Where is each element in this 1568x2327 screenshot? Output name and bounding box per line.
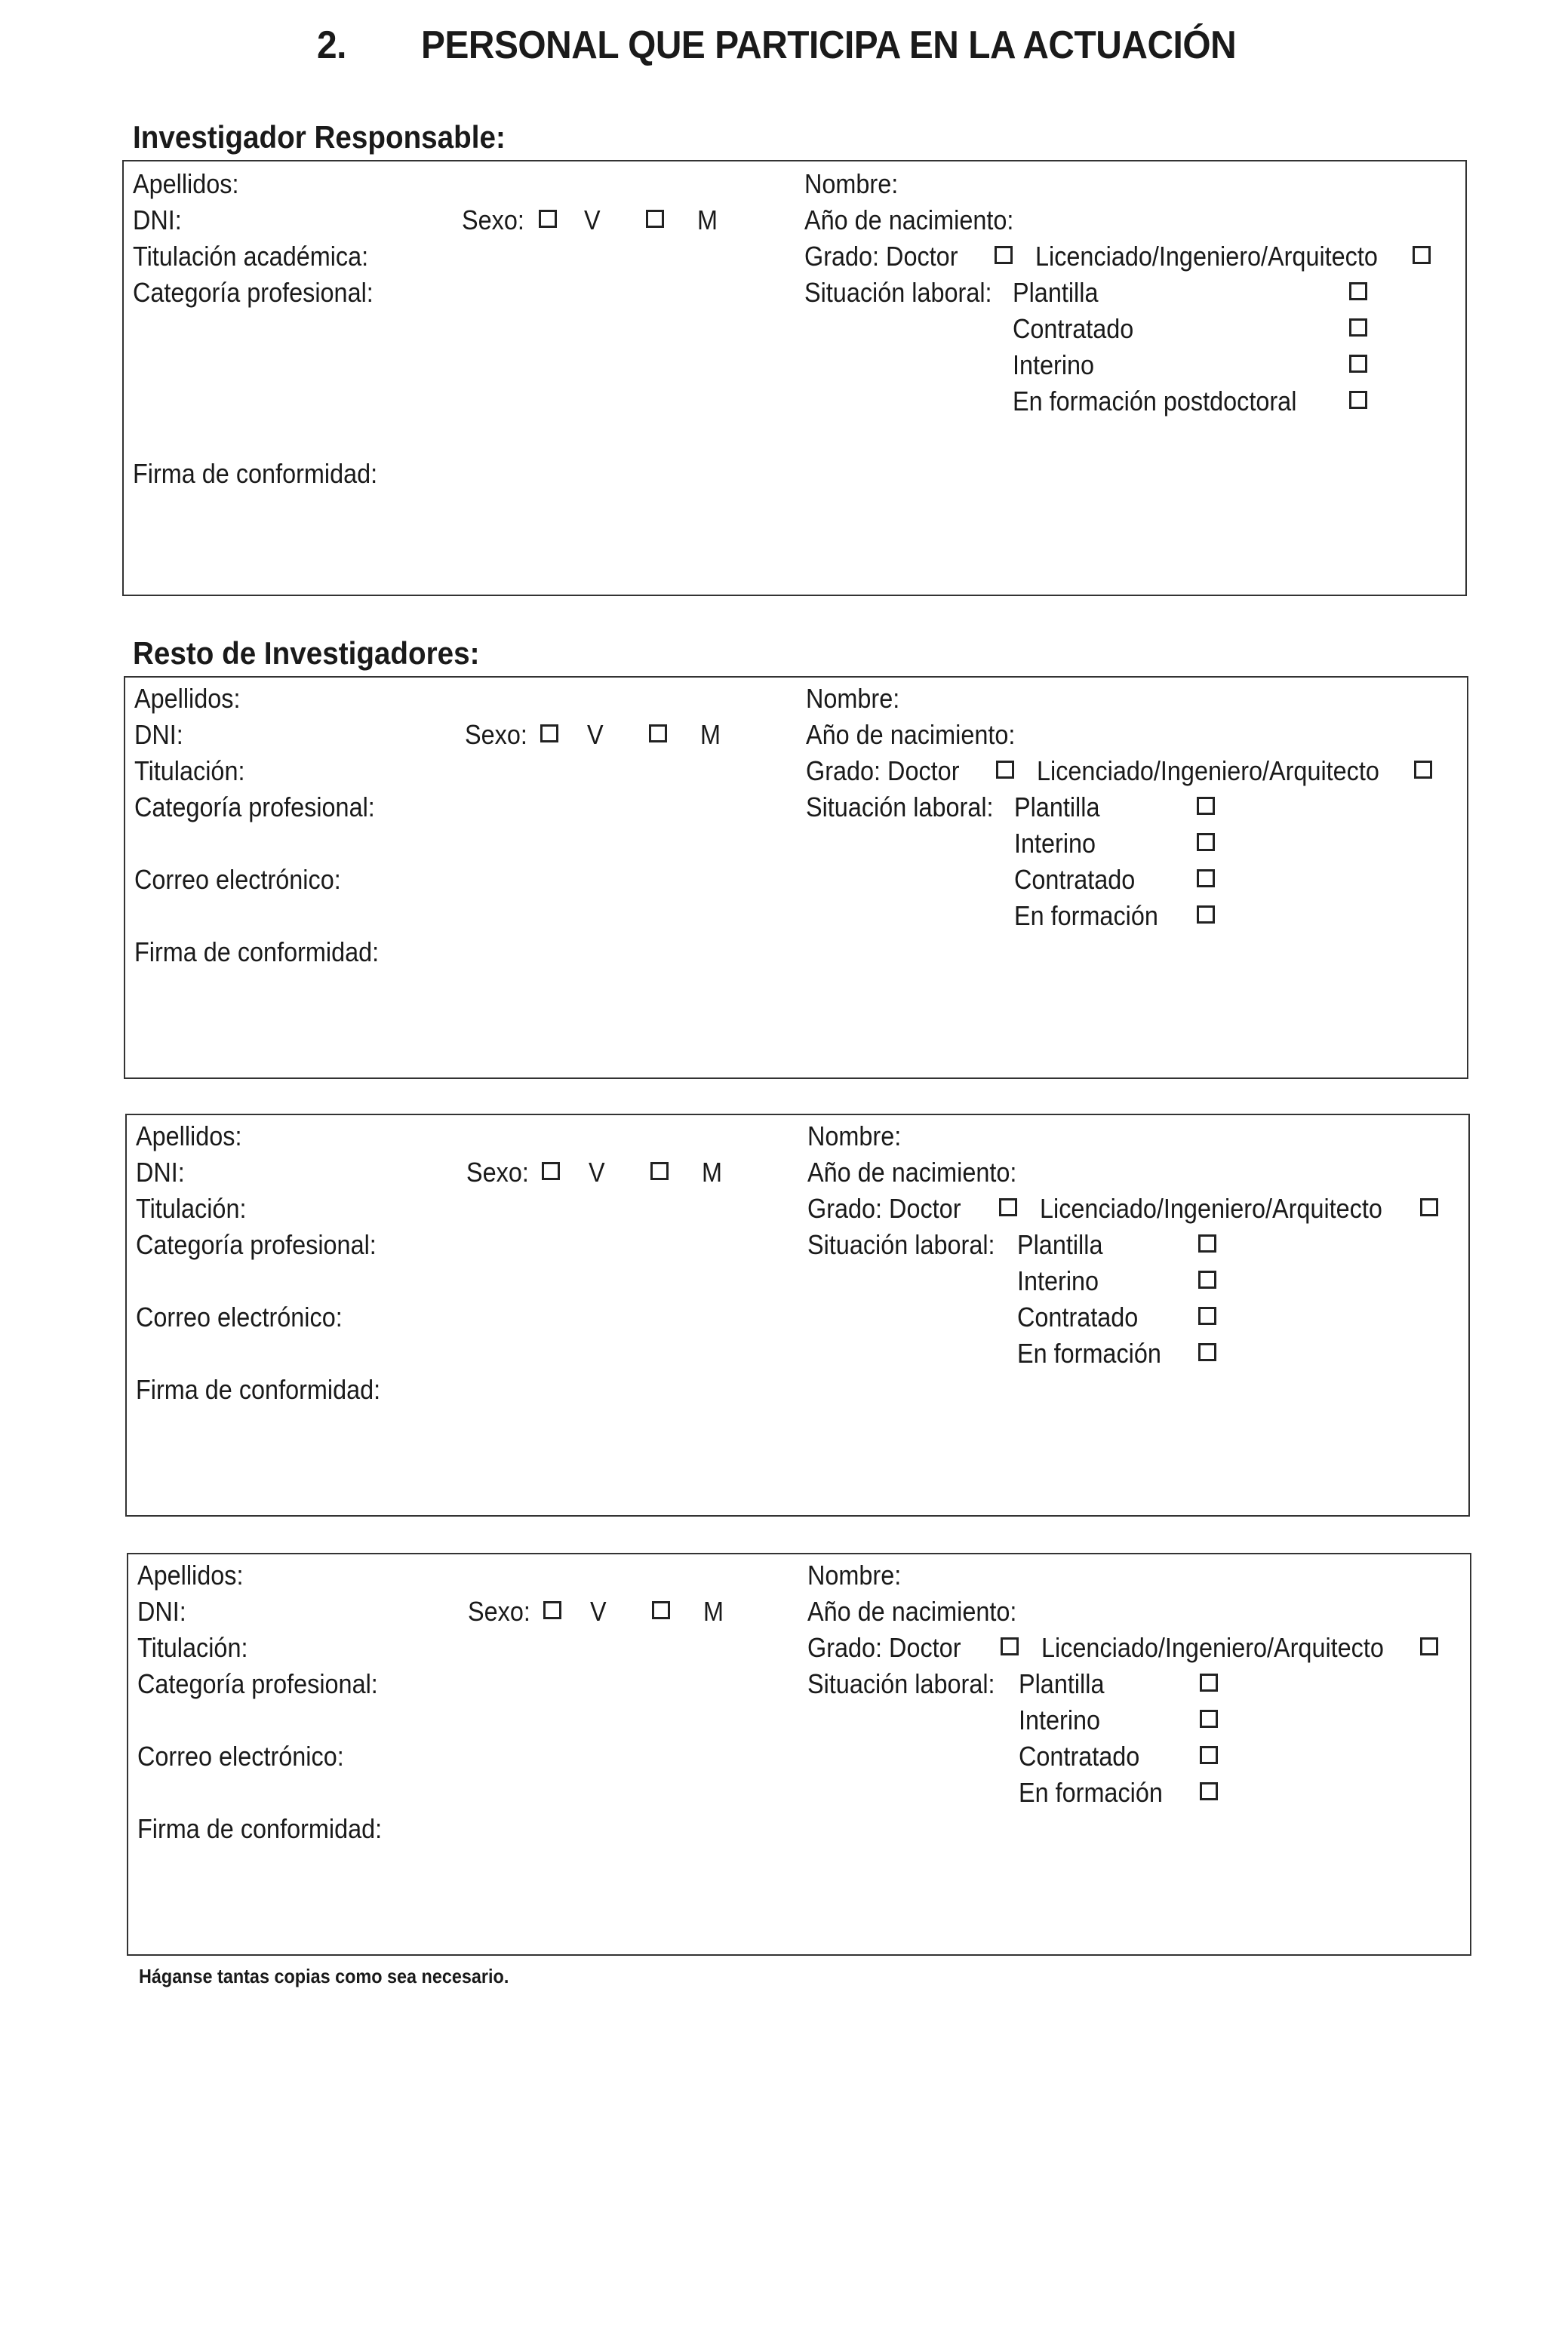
- situacion-option-label: Interino: [1017, 1265, 1099, 1296]
- titulacion-label: Titulación académica:: [133, 241, 369, 272]
- sexo-m-checkbox[interactable]: [652, 1601, 670, 1619]
- section-title: PERSONAL QUE PARTICIPA EN LA ACTUACIÓN: [421, 23, 1237, 67]
- situacion-option-label: Contratado: [1019, 1741, 1140, 1772]
- sexo-label: Sexo:: [468, 1596, 530, 1627]
- sexo-m-label: M: [702, 1157, 722, 1188]
- situacion-option-checkbox[interactable]: [1198, 1271, 1216, 1289]
- situacion-option-checkbox[interactable]: [1200, 1782, 1218, 1800]
- situacion-option-checkbox[interactable]: [1198, 1343, 1216, 1361]
- nombre-label: Nombre:: [807, 1120, 902, 1151]
- grado-doctor-checkbox[interactable]: [996, 761, 1014, 779]
- correo-label: Correo electrónico:: [134, 864, 341, 895]
- situacion-option-checkbox[interactable]: [1197, 833, 1215, 851]
- anio-nacimiento-label: Año de nacimiento:: [804, 204, 1014, 235]
- sexo-label: Sexo:: [465, 719, 527, 750]
- section-number: 2.: [317, 23, 346, 67]
- resto-investigadores-heading: Resto de Investigadores:: [133, 635, 480, 671]
- sexo-m-label: M: [697, 204, 718, 235]
- situacion-laboral-label: Situación laboral:: [806, 792, 994, 822]
- investigador-responsable-form: [122, 160, 1467, 596]
- nombre-label: Nombre:: [806, 683, 900, 714]
- grado-licenciado-label: Licenciado/Ingeniero/Arquitecto: [1040, 1193, 1382, 1224]
- sexo-m-label: M: [700, 719, 721, 750]
- grado-licenciado-label: Licenciado/Ingeniero/Arquitecto: [1041, 1632, 1384, 1663]
- situacion-option-label: En formación postdoctoral: [1013, 386, 1297, 417]
- situacion-option-label: Interino: [1013, 349, 1095, 380]
- anio-nacimiento-label: Año de nacimiento:: [806, 719, 1016, 750]
- situacion-option-checkbox[interactable]: [1197, 797, 1215, 815]
- sexo-v-label: V: [589, 1157, 605, 1188]
- situacion-option-label: En formación: [1019, 1777, 1163, 1808]
- situacion-option-label: Plantilla: [1014, 792, 1100, 822]
- anio-nacimiento-label: Año de nacimiento:: [807, 1157, 1017, 1188]
- apellidos-label: Apellidos:: [133, 168, 239, 199]
- situacion-option-label: En formación: [1014, 900, 1158, 931]
- sexo-label: Sexo:: [462, 204, 524, 235]
- situacion-option-checkbox[interactable]: [1349, 318, 1367, 337]
- situacion-option-label: Contratado: [1014, 864, 1136, 895]
- apellidos-label: Apellidos:: [134, 683, 241, 714]
- situacion-option-checkbox[interactable]: [1200, 1710, 1218, 1728]
- dni-label: DNI:: [136, 1157, 185, 1188]
- situacion-option-label: Interino: [1014, 828, 1096, 859]
- grado-doctor-checkbox[interactable]: [1001, 1637, 1019, 1655]
- firma-label: Firma de conformidad:: [133, 458, 378, 489]
- situacion-laboral-label: Situación laboral:: [807, 1668, 995, 1699]
- titulacion-label: Titulación:: [136, 1193, 247, 1224]
- dni-label: DNI:: [133, 204, 182, 235]
- apellidos-label: Apellidos:: [136, 1120, 242, 1151]
- situacion-option-label: Plantilla: [1013, 277, 1099, 308]
- correo-label: Correo electrónico:: [137, 1741, 344, 1772]
- anio-nacimiento-label: Año de nacimiento:: [807, 1596, 1017, 1627]
- sexo-v-label: V: [587, 719, 604, 750]
- sexo-v-checkbox[interactable]: [539, 210, 557, 228]
- grado-licenciado-checkbox[interactable]: [1413, 246, 1431, 264]
- situacion-option-checkbox[interactable]: [1200, 1746, 1218, 1764]
- sexo-v-label: V: [590, 1596, 607, 1627]
- situacion-option-checkbox[interactable]: [1200, 1674, 1218, 1692]
- nombre-label: Nombre:: [804, 168, 899, 199]
- grado-licenciado-label: Licenciado/Ingeniero/Arquitecto: [1037, 755, 1379, 786]
- copies-note: Háganse tantas copias como sea necesario.: [139, 1965, 509, 1987]
- situacion-option-label: Contratado: [1013, 313, 1134, 344]
- grado-doctor-checkbox[interactable]: [995, 246, 1013, 264]
- grado-licenciado-checkbox[interactable]: [1420, 1637, 1438, 1655]
- firma-label: Firma de conformidad:: [134, 936, 380, 967]
- grado-licenciado-checkbox[interactable]: [1414, 761, 1432, 779]
- sexo-v-checkbox[interactable]: [542, 1162, 560, 1180]
- sexo-v-checkbox[interactable]: [540, 724, 558, 742]
- situacion-option-checkbox[interactable]: [1349, 282, 1367, 300]
- situacion-option-checkbox[interactable]: [1349, 355, 1367, 373]
- situacion-option-checkbox[interactable]: [1197, 905, 1215, 924]
- titulacion-label: Titulación:: [137, 1632, 248, 1663]
- dni-label: DNI:: [137, 1596, 186, 1627]
- situacion-option-label: En formación: [1017, 1338, 1161, 1369]
- dni-label: DNI:: [134, 719, 183, 750]
- grado-doctor-label: Grado: Doctor: [807, 1193, 961, 1224]
- sexo-m-checkbox[interactable]: [650, 1162, 669, 1180]
- apellidos-label: Apellidos:: [137, 1560, 244, 1591]
- situacion-option-checkbox[interactable]: [1197, 869, 1215, 887]
- sexo-m-checkbox[interactable]: [649, 724, 667, 742]
- investigador-form: [124, 676, 1468, 1079]
- firma-label: Firma de conformidad:: [137, 1813, 383, 1844]
- situacion-option-label: Plantilla: [1017, 1229, 1103, 1260]
- situacion-option-checkbox[interactable]: [1198, 1234, 1216, 1253]
- sexo-m-checkbox[interactable]: [646, 210, 664, 228]
- investigador-responsable-heading: Investigador Responsable:: [133, 119, 506, 155]
- categoria-label: Categoría profesional:: [134, 792, 375, 822]
- grado-doctor-checkbox[interactable]: [999, 1198, 1017, 1216]
- grado-licenciado-label: Licenciado/Ingeniero/Arquitecto: [1035, 241, 1378, 272]
- categoria-label: Categoría profesional:: [136, 1229, 377, 1260]
- firma-label: Firma de conformidad:: [136, 1374, 381, 1405]
- situacion-option-checkbox[interactable]: [1349, 391, 1367, 409]
- situacion-option-checkbox[interactable]: [1198, 1307, 1216, 1325]
- situacion-laboral-label: Situación laboral:: [804, 277, 992, 308]
- sexo-m-label: M: [703, 1596, 724, 1627]
- categoria-label: Categoría profesional:: [133, 277, 374, 308]
- sexo-v-checkbox[interactable]: [543, 1601, 561, 1619]
- grado-doctor-label: Grado: Doctor: [807, 1632, 961, 1663]
- situacion-laboral-label: Situación laboral:: [807, 1229, 995, 1260]
- sexo-label: Sexo:: [466, 1157, 529, 1188]
- situacion-option-label: Contratado: [1017, 1302, 1139, 1333]
- situacion-option-label: Plantilla: [1019, 1668, 1105, 1699]
- situacion-option-label: Interino: [1019, 1705, 1101, 1735]
- titulacion-label: Titulación:: [134, 755, 245, 786]
- investigador-form: [125, 1114, 1470, 1517]
- categoria-label: Categoría profesional:: [137, 1668, 378, 1699]
- grado-doctor-label: Grado: Doctor: [804, 241, 958, 272]
- grado-doctor-label: Grado: Doctor: [806, 755, 960, 786]
- page-title: [317, 23, 1236, 68]
- correo-label: Correo electrónico:: [136, 1302, 343, 1333]
- investigador-form: [127, 1553, 1471, 1956]
- sexo-v-label: V: [584, 204, 601, 235]
- nombre-label: Nombre:: [807, 1560, 902, 1591]
- grado-licenciado-checkbox[interactable]: [1420, 1198, 1438, 1216]
